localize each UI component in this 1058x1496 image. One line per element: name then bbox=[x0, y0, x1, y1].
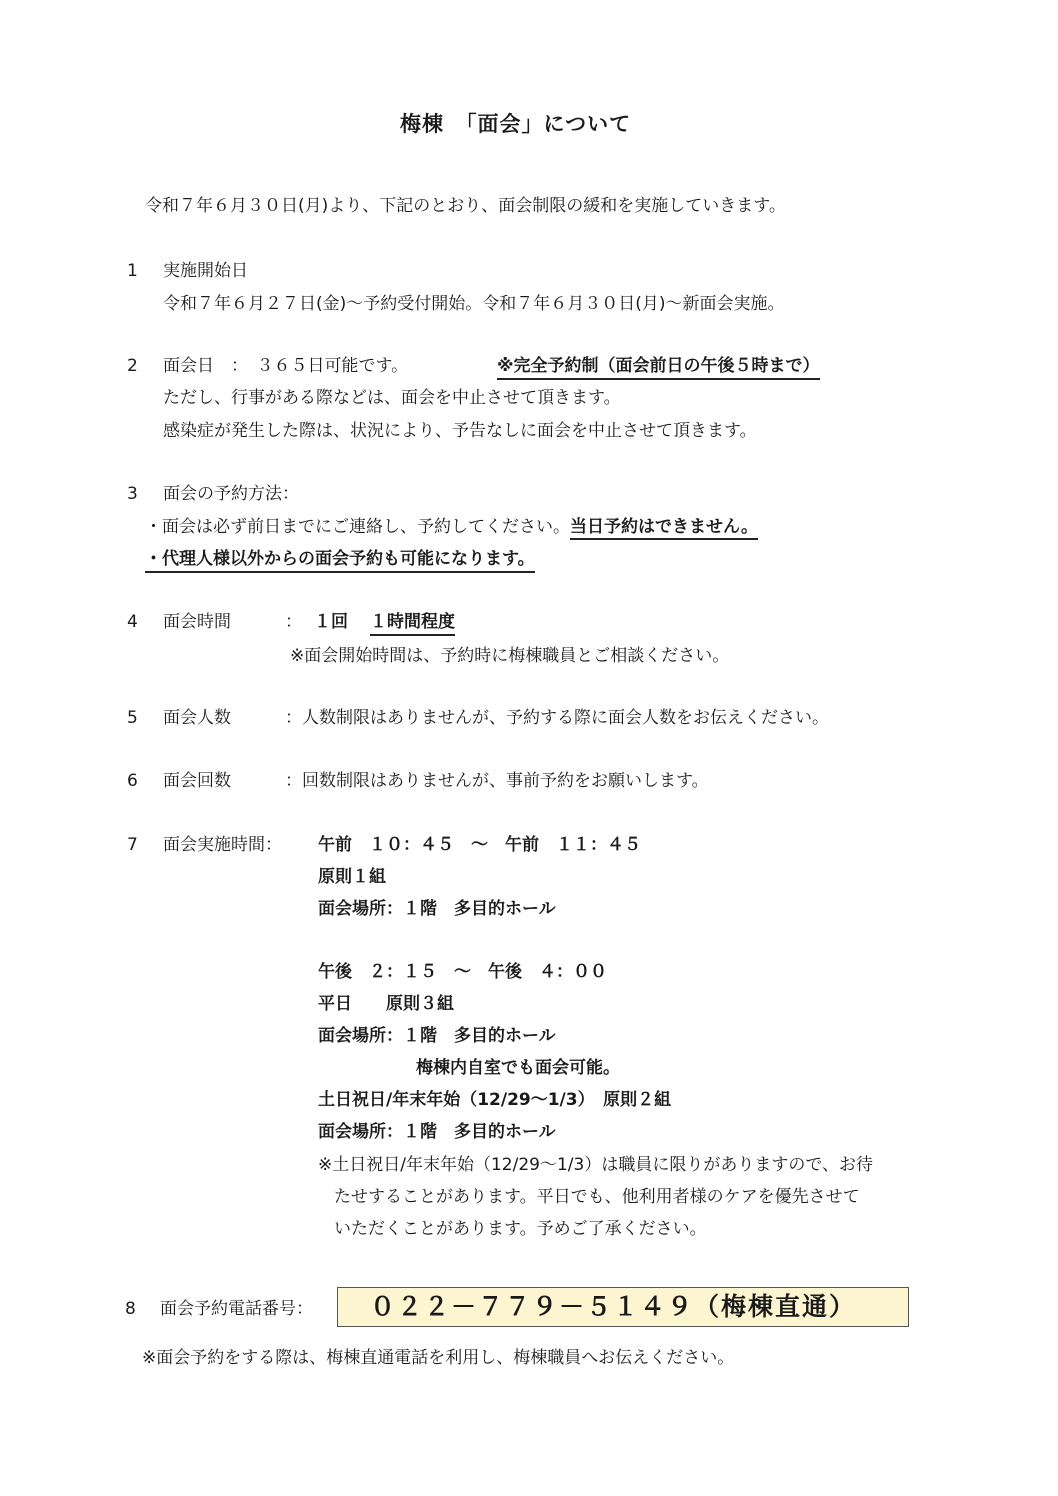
section-4-count: １回 bbox=[314, 612, 348, 632]
section-8-label: 面会予約電話番号： bbox=[160, 1299, 313, 1319]
afternoon-place: 面会場所：１階 多目的ホール bbox=[318, 1026, 556, 1046]
morning-time: 午前 １０：４５ ～ 午前 １１：４５ bbox=[318, 835, 641, 855]
section-4-duration: １時間程度 bbox=[370, 611, 455, 636]
section-3-bullet-1 bbox=[145, 516, 758, 538]
section-6-label: 面会回数 bbox=[163, 771, 231, 791]
section-3-bullet-2: ・代理人様以外からの面会予約も可能になります。 bbox=[145, 548, 535, 573]
section-2-label: 面会日 ： ３６５日可能です。 bbox=[163, 356, 409, 376]
section-3-number: 3 bbox=[127, 484, 138, 504]
section-2-reservation-note: ※完全予約制（面会前日の午後５時まで） bbox=[497, 355, 820, 380]
section-5-number: 5 bbox=[127, 708, 138, 728]
section-8-note: ※面会予約をする際は、梅棟直通電話を利用し、梅棟職員へお伝えください。 bbox=[142, 1348, 735, 1368]
section-4-note: ※面会開始時間は、予約時に梅棟職員とご相談ください。 bbox=[290, 646, 730, 666]
section-7-label: 面会実施時間： bbox=[163, 835, 282, 855]
holiday-groups: 土日祝日/年末年始（12/29～1/3） 原則２組 bbox=[318, 1090, 672, 1110]
section-3-heading: 面会の予約方法： bbox=[163, 484, 299, 504]
section-2-line-3: 感染症が発生した際は、状況により、予告なしに面会を中止させて頂きます。 bbox=[163, 421, 757, 441]
phone-number: ０２２－７７９－５１４９（梅棟直通） bbox=[370, 1292, 857, 1321]
holiday-note-line-2: たせすることがあります。平日でも、他利用者様のケアを優先させて bbox=[334, 1187, 860, 1207]
section-5-text: ：人数制限はありませんが、予約する際に面会人数をお伝えください。 bbox=[285, 708, 829, 728]
section-5-label: 面会人数 bbox=[163, 708, 231, 728]
section-2-line-2: ただし、行事がある際などは、面会を中止させて頂きます。 bbox=[163, 388, 621, 408]
holiday-note-line-1: ※土日祝日/年末年始（12/29～1/3）は職員に限りがありますので、お待 bbox=[318, 1155, 873, 1175]
morning-groups: 原則１組 bbox=[318, 867, 386, 887]
section-3-no-same-day: 当日予約はできません。 bbox=[570, 517, 758, 540]
section-2-number: 2 bbox=[127, 356, 138, 376]
section-1-text: 令和７年６月２７日(金)～予約受付開始。令和７年６月３０日(月)～新面会実施。 bbox=[163, 294, 785, 314]
section-6-number: 6 bbox=[127, 771, 138, 791]
intro-text: 令和７年６月３０日(月)より、下記のとおり、面会制限の緩和を実施していきます。 bbox=[145, 196, 786, 216]
holiday-place: 面会場所：１階 多目的ホール bbox=[318, 1122, 556, 1142]
section-7-number: 7 bbox=[127, 835, 138, 855]
section-4-number: 4 bbox=[127, 612, 138, 632]
section-1-number: 1 bbox=[127, 261, 138, 281]
page-title: 梅棟 「面会」について bbox=[400, 112, 632, 136]
afternoon-room-note: 梅棟内自室でも面会可能。 bbox=[416, 1058, 620, 1078]
section-8-number: 8 bbox=[125, 1299, 136, 1319]
afternoon-weekday-groups: 平日 原則３組 bbox=[318, 994, 454, 1014]
section-4-colon: ： bbox=[285, 612, 302, 632]
section-4-label: 面会時間 bbox=[163, 612, 231, 632]
section-1-heading: 実施開始日 bbox=[163, 261, 248, 281]
holiday-note-line-3: いただくことがあります。予めご了承ください。 bbox=[334, 1219, 707, 1239]
afternoon-time: 午後 ２：１５ ～ 午後 ４：００ bbox=[318, 962, 607, 982]
section-6-text: ：回数制限はありませんが、事前予約をお願いします。 bbox=[285, 771, 709, 791]
section-3-bullet-1-text: ・面会は必ず前日までにご連絡し、予約してください。 bbox=[145, 517, 570, 537]
morning-place: 面会場所：１階 多目的ホール bbox=[318, 899, 556, 919]
